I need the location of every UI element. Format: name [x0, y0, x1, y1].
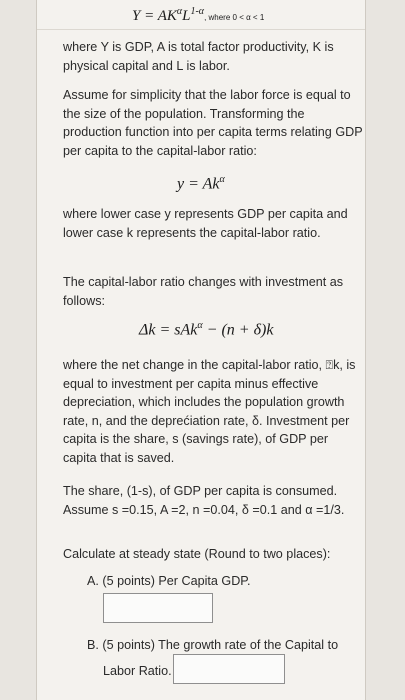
formula-exp-alpha: α: [219, 174, 225, 185]
paragraph-net-change: where the net change in the capital-labor ratio, ⍰k, is equal to investment per capita minus effective depreciation, which includes the population growth rate, n, and the deprećiation rate, δ. Investment per capita is the share, s (savings rate), of GDP per capita that is saved.: [63, 358, 356, 465]
formula-main: Y = AK: [132, 8, 177, 24]
formula-main: y = Ak: [177, 175, 220, 193]
paragraph-parameters: The share, (1-s), of GDP per capita is consumed. Assume s =0.15, A =2, n =0.04, δ =0.1 and α =1/3.: [63, 484, 345, 517]
formula-exp-alpha: α: [197, 320, 203, 331]
answer-a-input[interactable]: [103, 593, 213, 623]
formula-exp-alpha: α: [176, 6, 183, 17]
formula-right: − (n + δ)k: [202, 321, 274, 339]
question-b-label-line1: B. (5 points) The growth rate of the Capital to: [87, 638, 339, 652]
formula-left: Δk = sAk: [139, 321, 198, 339]
question-a-label: A. (5 points) Per Capita GDP.: [87, 574, 251, 588]
formula-condition: , where 0 < α < 1: [204, 13, 265, 22]
paragraph-instructions: Calculate at steady state (Round to two places):: [63, 547, 331, 561]
question-b-label-line2: Labor Ratio.: [103, 664, 172, 678]
formula-exp-one-minus-alpha: 1-α: [190, 6, 205, 17]
production-function-formula: [132, 6, 264, 25]
formula-l: L: [182, 8, 191, 24]
paragraph-definitions: where Y is GDP, A is total factor productivity, K is physical capital and L is labor.: [63, 40, 334, 73]
question-card: [36, 0, 366, 700]
capital-change-formula: [139, 320, 273, 339]
answer-b-input[interactable]: [173, 654, 285, 684]
paragraph-assumption: Assume for simplicity that the labor force is equal to the size of the population. Transforming the production function into per capita terms relating GDP per capita to the capital-labor ratio:: [63, 88, 363, 158]
divider: [37, 29, 365, 30]
paragraph-lowercase-definitions: where lower case y represents GDP per capita and lower case k represents the capital-labor ratio.: [63, 207, 348, 240]
per-capita-formula: [177, 174, 225, 193]
paragraph-capital-change: The capital-labor ratio changes with investment as follows:: [63, 275, 344, 308]
